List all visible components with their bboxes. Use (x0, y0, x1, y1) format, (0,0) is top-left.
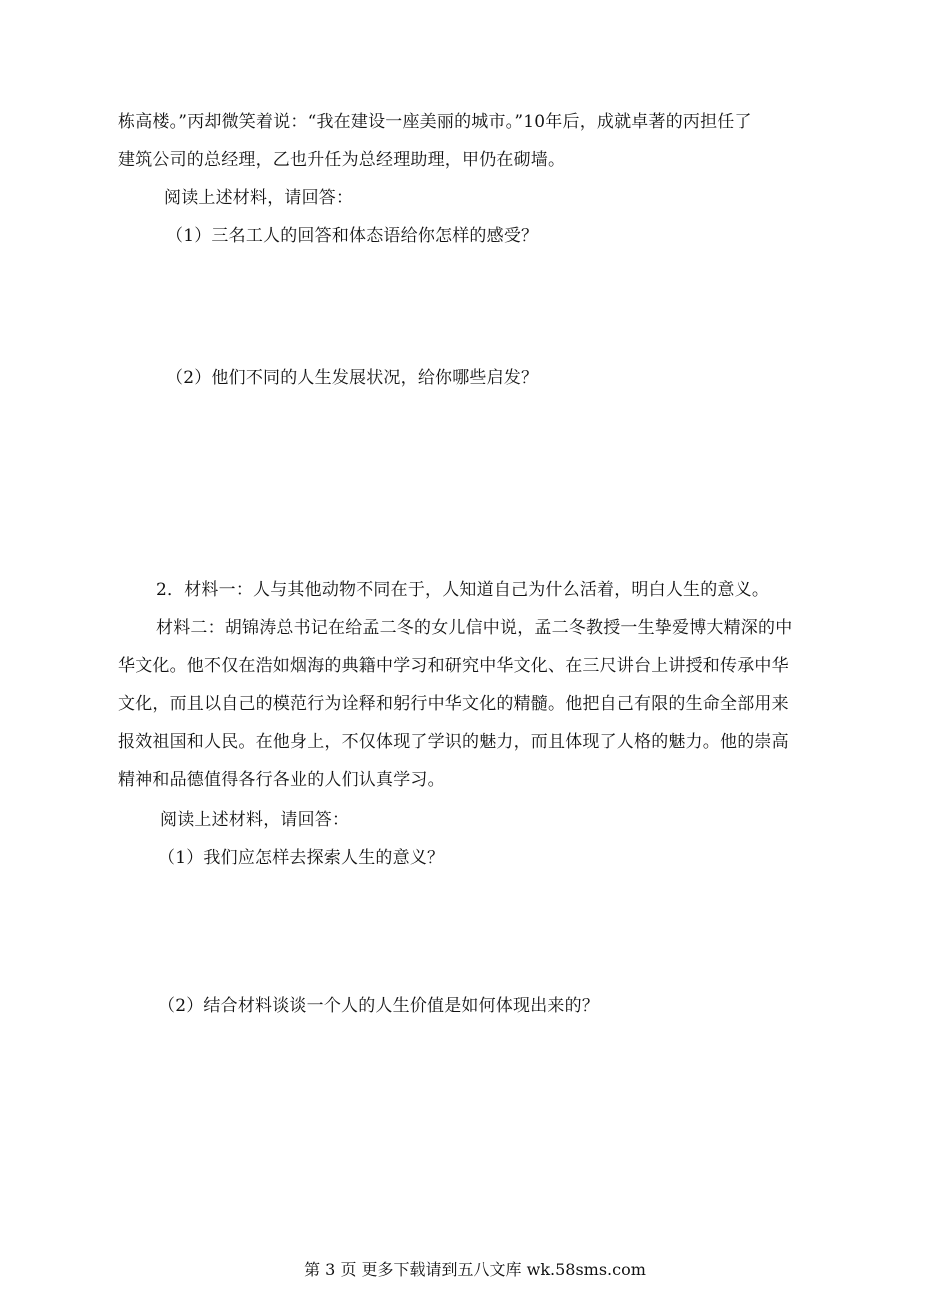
paragraph-line: 栋高楼。”丙却微笑着说：“我在建设一座美丽的城市。”10年后，成就卓著的丙担任了 (118, 112, 752, 132)
question: （2）他们不同的人生发展状况，给你哪些启发？ (166, 368, 539, 388)
question: （1）三名工人的回答和体态语给你怎样的感受？ (166, 226, 539, 246)
question: （1）我们应怎样去探索人生的意义？ (158, 848, 445, 868)
reading-prompt: 阅读上述材料，请回答： (164, 188, 354, 208)
paragraph-line: 华文化。他不仅在浩如烟海的典籍中学习和研究中华文化、在三尺讲台上讲授和传承中华 (118, 656, 789, 676)
paragraph-line: 建筑公司的总经理，乙也升任为总经理助理，甲仍在砌墙。 (118, 150, 566, 170)
reading-prompt: 阅读上述材料，请回答： (160, 810, 350, 830)
paragraph-line: 材料二：胡锦涛总书记在给孟二冬的女儿信中说，孟二冬教授一生挚爱博大精深的中 (156, 618, 793, 638)
page-footer: 第 3 页 更多下载请到五八文库 wk.58sms.com (304, 1260, 646, 1279)
question: （2）结合材料谈谈一个人的人生价值是如何体现出来的？ (158, 996, 600, 1016)
paragraph-line: 精神和品德值得各行各业的人们认真学习。 (118, 770, 445, 790)
paragraph-line: 报效祖国和人民。在他身上，不仅体现了学识的魅力，而且体现了人格的魅力。他的崇高 (118, 732, 789, 752)
item-heading: 2．材料一：人与其他动物不同在于，人知道自己为什么活着，明白人生的意义。 (156, 580, 770, 600)
paragraph-line: 文化，而且以自己的模范行为诠释和躬行中华文化的精髓。他把自己有限的生命全部用来 (118, 694, 789, 714)
